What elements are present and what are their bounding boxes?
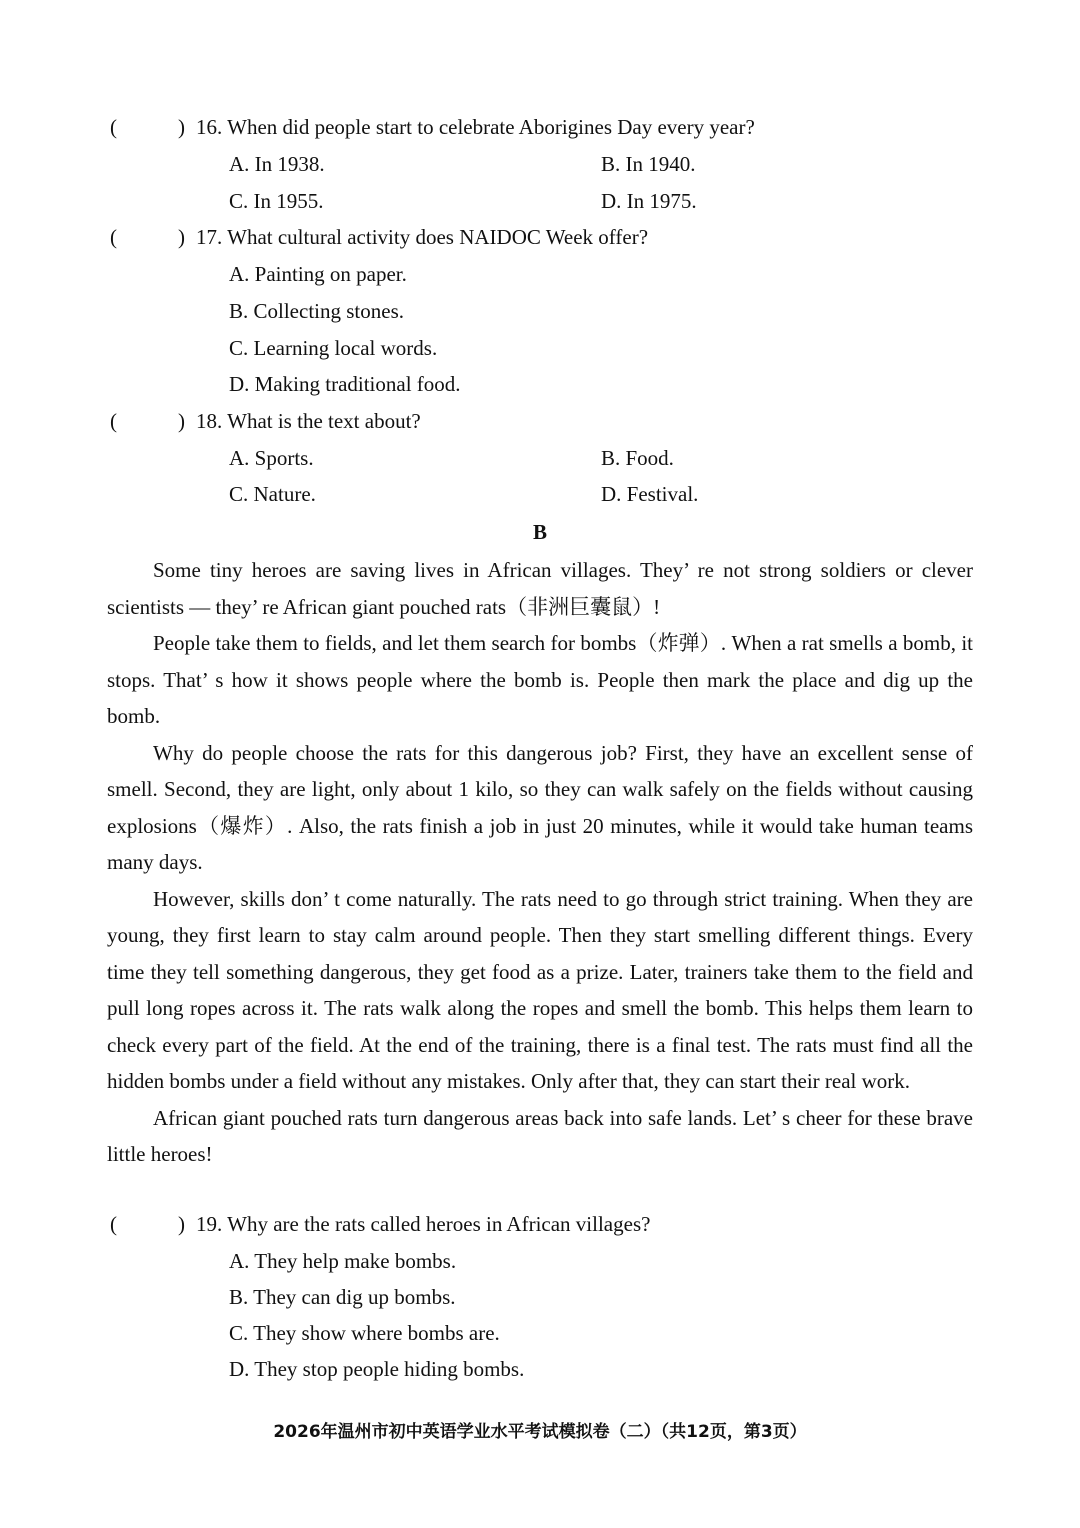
answer-paren-open: ( bbox=[110, 1212, 117, 1236]
option-b: B. They can dig up bombs. bbox=[229, 1285, 456, 1309]
answer-paren-close: ) bbox=[178, 115, 185, 139]
passage-paragraph: Some tiny heroes are saving lives in African villages. They’ re not strong soldiers or clever scientists — they’ re African giant pouched rats（非洲巨囊鼠）! bbox=[107, 558, 973, 619]
option-c: C. In 1955. bbox=[229, 189, 324, 213]
answer-paren-open: ( bbox=[110, 115, 117, 139]
option-d: D. They stop people hiding bombs. bbox=[229, 1357, 525, 1381]
answer-paren-open: ( bbox=[110, 225, 117, 249]
section-title: B bbox=[532, 520, 547, 544]
option-d: D. In 1975. bbox=[601, 189, 697, 213]
option-b: B. Food. bbox=[601, 446, 674, 470]
answer-paren-close: ) bbox=[178, 1212, 185, 1236]
option-d: D. Festival. bbox=[601, 482, 699, 506]
page-footer: 2026年温州市初中英语学业水平考试模拟卷（二）（共12页，第3页） bbox=[273, 1422, 807, 1442]
option-a: A. Sports. bbox=[229, 446, 314, 470]
question-text: 19. Why are the rats called heroes in African villages? bbox=[196, 1212, 651, 1236]
option-d: D. Making traditional food. bbox=[229, 372, 461, 396]
passage-paragraph: People take them to fields, and let them search for bombs（炸弹）. When a rat smells a bomb, it stops. That’ s how it shows people where the bomb is. People then mark the place and dig up the bomb. bbox=[107, 631, 973, 728]
option-b: B. In 1940. bbox=[601, 152, 696, 176]
answer-paren-close: ) bbox=[178, 225, 185, 249]
passage-paragraph: However, skills don’ t come naturally. The rats need to go through strict training. When they are young, they first learn to stay calm around people. Then they start smelling different things. Every time they tell something dangerous, they get food as a prize. Later, trainers take them to the field and pull long ropes across it. The rats walk along the ropes and smell the bomb. This helps them learn to check every part of the field. At the end of the training, there is a final test. The rats must find all the hidden bombs under a field without any mistakes. Only after that, they can start their real work. bbox=[107, 886, 973, 1093]
option-c: C. Learning local words. bbox=[229, 336, 438, 360]
option-c: C. Nature. bbox=[229, 482, 316, 506]
option-b: B. Collecting stones. bbox=[229, 299, 404, 323]
passage-paragraph: Why do people choose the rats for this dangerous job? First, they have an excellent sense of smell. Second, they are light, only about 1 kilo, so they can walk safely on the fields without causing explosions（爆炸）. Also, the rats finish a job in just 20 minutes, while it would take human teams many days. bbox=[107, 740, 973, 874]
question-text: 16. When did people start to celebrate Aborigines Day every year? bbox=[196, 115, 755, 139]
option-a: A. Painting on paper. bbox=[229, 262, 407, 286]
option-a: A. In 1938. bbox=[229, 152, 325, 176]
question-text: 17. What cultural activity does NAIDOC Week offer? bbox=[196, 225, 649, 249]
option-c: C. They show where bombs are. bbox=[229, 1321, 500, 1345]
option-a: A. They help make bombs. bbox=[229, 1249, 457, 1273]
answer-paren-close: ) bbox=[178, 409, 185, 433]
answer-paren-open: ( bbox=[110, 409, 117, 433]
passage-paragraph: African giant pouched rats turn dangerous areas back into safe lands. Let’ s cheer for these brave little heroes! bbox=[107, 1105, 973, 1166]
question-text: 18. What is the text about? bbox=[196, 409, 421, 433]
reading-passage bbox=[107, 552, 973, 1173]
